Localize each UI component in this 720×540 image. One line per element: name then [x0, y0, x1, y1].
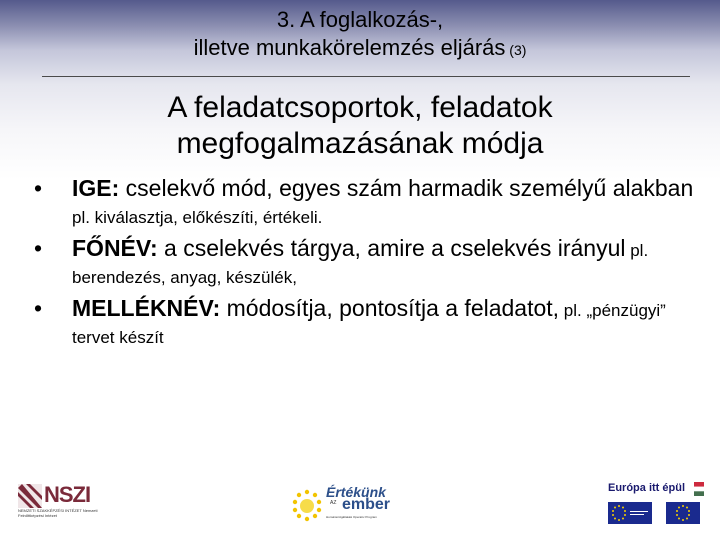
eu-flag-icon-2	[666, 502, 700, 524]
slide-title-number: (3)	[505, 42, 527, 58]
slide-subtitle-line1: A feladatcsoportok, feladatok	[167, 91, 553, 124]
bullet-item-ige	[28, 176, 708, 230]
bullet-dot-icon: •	[33, 235, 43, 261]
bullet-label: FŐNÉV:	[72, 235, 158, 261]
bullet-dot-icon: •	[33, 295, 43, 321]
slide-title-line1: 3. A foglalkozás-,	[276, 7, 444, 32]
hungarian-flag-icon	[694, 482, 704, 496]
bullet-text: a cselekvés tárgya, amire a cselekvés irányul	[157, 235, 626, 261]
bullet-label: IGE:	[72, 175, 120, 201]
ertekunk-az: AZ	[330, 500, 337, 506]
bullet-item-melleknev	[28, 296, 708, 350]
slide-subtitle	[0, 90, 720, 162]
bullet-text: cselekvő mód, egyes szám harmadik személyű alakban	[119, 175, 694, 201]
bullet-example: pl. berendezés, anyag, készülék,	[72, 241, 649, 287]
eu-flag-icon	[608, 502, 652, 524]
bullet-item-fonev	[28, 236, 708, 290]
bullet-list	[28, 176, 708, 356]
bullet-text: módosítja, pontosítja a feladatot,	[220, 295, 560, 321]
nszi-logo-subtitle: NEMZETI SZAKKÉPZÉSI INTÉZET Nemzeti Felnőttképzési Intézet	[18, 508, 98, 518]
nszi-logo-text: NSZI	[44, 482, 91, 507]
ertekunk-subtitle: Humánszolgáltatási Operatív Program	[326, 515, 377, 519]
slide-title-line2-main: illetve munkakörelemzés eljárás	[193, 35, 506, 60]
slide-subtitle-line2: megfogalmazásának módja	[176, 127, 544, 160]
europa-logo	[608, 482, 704, 526]
bullet-example: pl. „pénzügyi” tervet készít	[72, 301, 666, 347]
bullet-example: pl. kiválasztja, előkészíti, értékeli.	[72, 208, 323, 227]
slide-title	[0, 6, 720, 64]
bullet-label: MELLÉKNÉV:	[72, 295, 221, 321]
nszi-emblem-icon	[18, 484, 42, 508]
sun-icon	[290, 488, 324, 522]
nszi-logo	[18, 482, 114, 520]
title-divider	[42, 76, 690, 77]
europa-text: Európa itt épül	[608, 482, 685, 494]
bullet-dot-icon: •	[33, 175, 43, 201]
ertekunk-logo	[290, 484, 410, 526]
ertekunk-ember: ember	[342, 496, 391, 513]
ertekunk-title: Értékünk	[326, 484, 386, 500]
slide-title-line2	[0, 34, 720, 64]
